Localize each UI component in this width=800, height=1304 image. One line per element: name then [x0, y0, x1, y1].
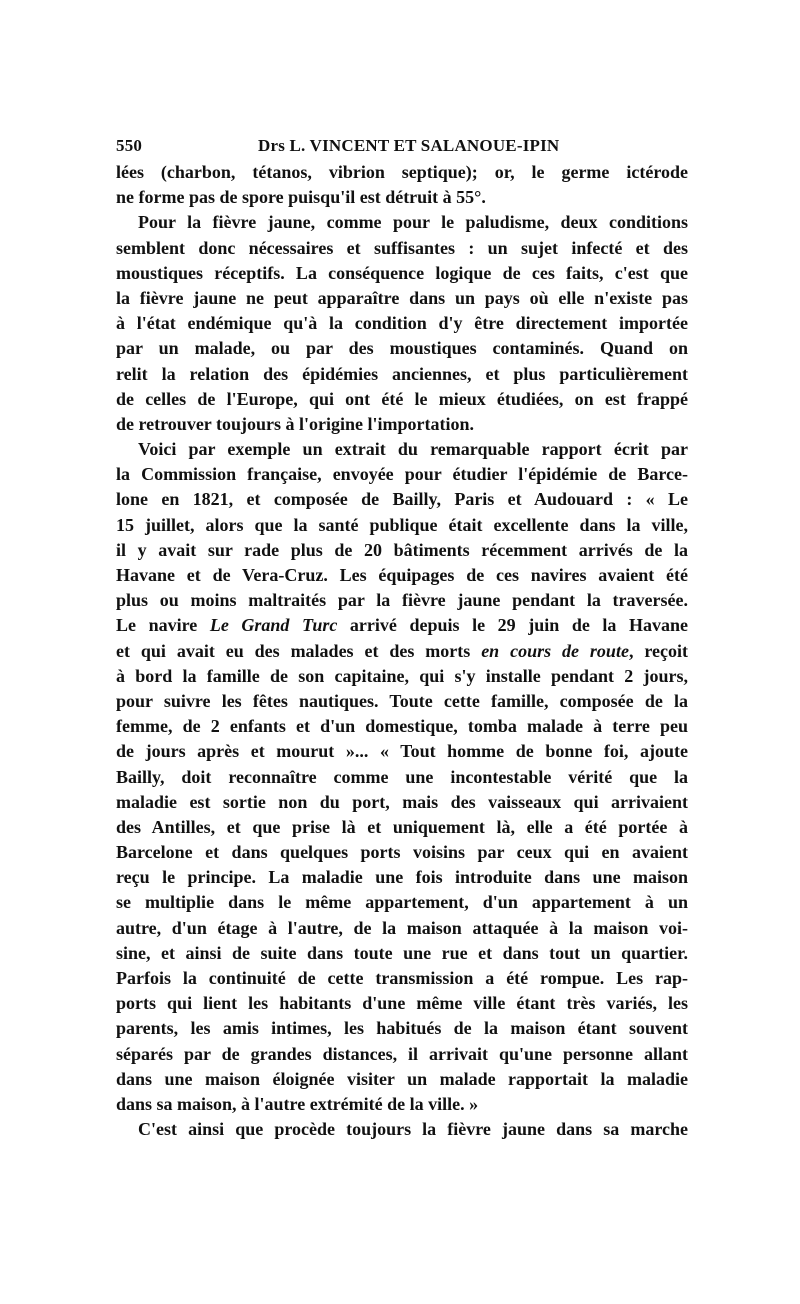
text-line: à bord la famille de son capitaine, qui s'y installe pendant 2 jours, — [116, 665, 688, 686]
text-line: semblent donc nécessaires et suffisantes : un sujet infecté et des — [116, 237, 688, 258]
text-line: maladie est sortie non du port, mais des vaisseaux qui arrivaient — [116, 791, 688, 812]
text-segment: , reçoit — [628, 640, 688, 661]
italic-phrase: en cours de route — [481, 640, 629, 661]
text-line: séparés par de grandes distances, il arrivait qu'une personne allant — [116, 1043, 688, 1064]
text-segment: et qui avait eu des malades et des morts — [116, 640, 482, 661]
text-line: Voici par exemple un extrait du remarquable rapport écrit par — [138, 439, 688, 460]
text-line: Bailly, doit reconnaître comme une incontestable vérité que la — [116, 766, 688, 787]
text-line: de jours après et mourut »... « Tout homme de bonne foi, ajoute — [116, 741, 688, 762]
text-line: moustiques réceptifs. La conséquence logique de ces faits, c'est que — [116, 262, 688, 283]
body-text — [116, 160, 688, 1142]
text-line: reçu le principe. La maladie une fois introduite dans une maison — [116, 867, 688, 888]
text-line: il y avait sur rade plus de 20 bâtiments récemment arrivés de la — [116, 539, 688, 560]
text-line: la fièvre jaune ne peut apparaître dans un pays où elle n'existe pas — [116, 287, 688, 308]
text-line: dans une maison éloignée visiter un malade rapportait la maladie — [116, 1068, 688, 1089]
text-line: à l'état endémique qu'à la condition d'y être directement importée — [116, 313, 688, 334]
text-line: ports qui lient les habitants d'une même ville étant très variés, les — [116, 993, 688, 1014]
text-line — [116, 613, 688, 638]
text-line: parents, les amis intimes, les habitués de la maison étant souvent — [116, 1018, 688, 1039]
text-line: de retrouver toujours à l'origine l'importation. — [116, 413, 474, 434]
running-head — [116, 132, 688, 160]
text-line: pour suivre les fêtes nautiques. Toute cette famille, composée de la — [116, 690, 688, 711]
text-line: la Commission française, envoyée pour étudier l'épidémie de Barce- — [116, 464, 688, 485]
text-line: plus ou moins maltraités par la fièvre jaune pendant la traversée. — [116, 590, 688, 611]
running-title: Drs L. VINCENT ET SALANOUE-IPIN — [258, 136, 560, 155]
text-segment: Le navire — [116, 615, 210, 636]
page-number: 550 — [116, 136, 143, 155]
text-line: par un malade, ou par des moustiques contaminés. Quand on — [116, 338, 688, 359]
text-line: se multiplie dans le même appartement, d'un appartement à un — [116, 892, 688, 913]
text-line: Havane et de Vera-Cruz. Les équipages de ces navires avaient été — [116, 565, 688, 585]
text-line: 15 juillet, alors que la santé publique était excellente dans la ville, — [116, 514, 688, 535]
book-page — [116, 132, 688, 1142]
text-line: sine, et ainsi de suite dans toute une rue et dans tout un quartier. — [116, 942, 688, 963]
text-line: relit la relation des épidémies anciennes, et plus particulièrement — [116, 363, 688, 384]
text-line: femme, de 2 enfants et d'un domestique, tomba malade à terre peu — [116, 716, 688, 737]
text-line: des Antilles, et que prise là et uniquement là, elle a été portée à — [116, 816, 688, 837]
text-line: lone en 1821, et composée de Bailly, Paris et Audouard : « Le — [116, 489, 688, 510]
text-line: Parfois la continuité de cette transmission a été rompue. Les rap- — [116, 968, 688, 988]
text-line: dans sa maison, à l'autre extrémité de la ville. » — [116, 1093, 479, 1114]
text-line: C'est ainsi que procède toujours la fièvre jaune dans sa marche — [138, 1119, 688, 1140]
text-line: de celles de l'Europe, qui ont été le mieux étudiées, on est frappé — [116, 388, 688, 409]
text-line — [116, 639, 688, 664]
text-line: ne forme pas de spore puisqu'il est détruit à 55°. — [116, 187, 486, 208]
text-line: Pour la fièvre jaune, comme pour le paludisme, deux conditions — [138, 212, 688, 233]
text-line: lées (charbon, tétanos, vibrion septique); or, le germe ictérode — [116, 162, 688, 182]
text-line: Barcelone et dans quelques ports voisins par ceux qui en avaient — [116, 842, 688, 863]
ship-name: Le Grand Turc — [209, 615, 338, 636]
text-line: autre, d'un étage à l'autre, de la maison attaquée à la maison voi- — [116, 917, 688, 938]
text-segment: arrivé depuis le 29 juin de la Havane — [337, 615, 688, 636]
